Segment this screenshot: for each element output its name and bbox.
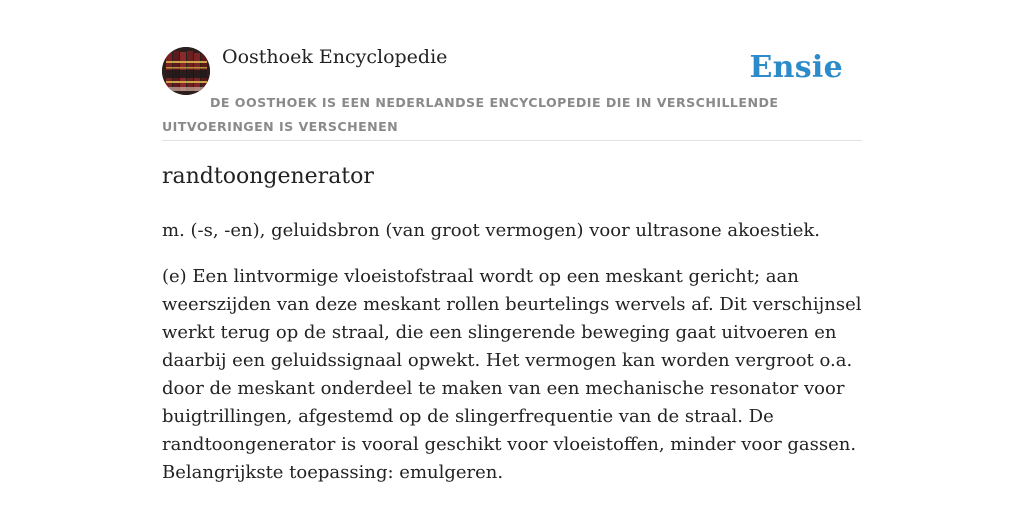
page-header <box>162 44 862 141</box>
encyclopedia-books-icon[interactable] <box>162 47 210 95</box>
site-tagline: DE OOSTHOEK IS EEN NEDERLANDSE ENCYCLOPEDIE DIE IN VERSCHILLENDE UITVOERINGEN IS VERSCHENEN <box>162 95 779 134</box>
entry-definition: m. (-s, -en), geluidsbron (van groot vermogen) voor ultrasone akoestiek. <box>162 220 821 241</box>
page-title: randtoongenerator <box>162 164 374 189</box>
brand-logo[interactable]: Ensie <box>749 50 843 85</box>
site-title[interactable]: Oosthoek Encyclopedie <box>222 46 448 68</box>
entry-body: (e) Een lintvormige vloeistofstraal wordt op een meskant gericht; aan weerszijden van deze meskant rollen beurtelings wervels af. Dit verschijnsel werkt terug op de straal, die een slingerende beweging gaat uitvoeren en daarbij een geluidssignaal opwekt. Het vermogen kan worden vergroot o.a. door de meskant onderdeel te maken van een mechanische resonator voor buigtrillingen, afgestemd op de slingerfrequentie van de straal. De randtoongenerator is vooral geschikt voor vloeistoffen, minder voor gassen. Belangrijkste toepassing: emulgeren. <box>162 266 862 483</box>
